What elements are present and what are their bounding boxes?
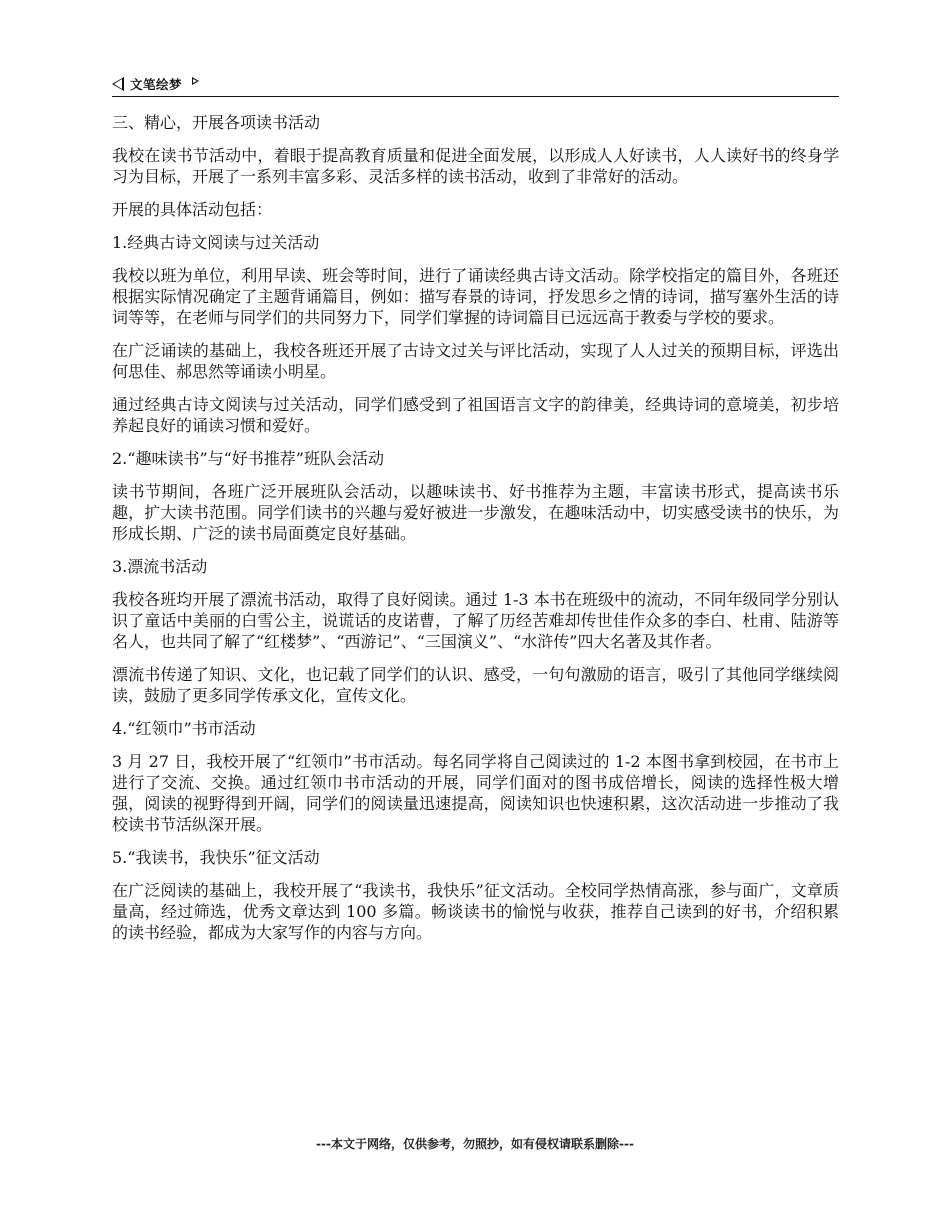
triangle-left-icon (112, 77, 124, 91)
paragraph: 3 月 27 日，我校开展了“红领巾”书市活动。每名同学将自己阅读过的 1-2 本图书拿到校园，在书市上进行了交流、交换。通过红领巾书市活动的开展，同学们面对的图书成倍增长，阅读的选择性极大增强，阅读的视野得到开阔，同学们的阅读量迅速提高，阅读知识也快速积累，这次活动进一步推动了我校读书节活纵深开展。 (112, 752, 839, 834)
subsection-heading: 1.经典古诗文阅读与过关活动 (112, 233, 320, 252)
paragraph: 读书节期间，各班广泛开展班队会活动，以趣味读书、好书推荐为主题，丰富读书形式，提高读书乐趣，扩大读书范围。同学们读书的兴趣与爱好被进一步激发，在趣味活动中，切实感受读书的快乐，为形成长期、广泛的读书局面奠定良好基础。 (112, 482, 839, 543)
paragraph: 开展的具体活动包括： (112, 200, 273, 219)
paragraph: 在广泛阅读的基础上，我校开展了“我读书，我快乐”征文活动。全校同学热情高涨，参与面广，文章质量高，经过筛选，优秀文章达到 100 多篇。畅谈读书的愉悦与收获，推荐自己读到的好书，介绍积累的读书经验，都成为大家写作的内容与方向。 (112, 881, 839, 942)
header-brand: 文笔绘梦 (130, 77, 183, 92)
page-header (112, 72, 839, 97)
paragraph: 我校各班均开展了漂流书活动，取得了良好阅读。通过 1-3 本书在班级中的流动，不同年级同学分别认识了童话中美丽的白雪公主，说谎话的皮诺曹，了解了历经苦难却传世佳作众多的李白、杜甫、陆游等名人，也共同了解了“红楼梦”、“西游记”、“三国演义”、“水浒传”四大名著及其作者。 (112, 590, 839, 651)
subsection-heading: 4.“红领巾”书市活动 (112, 719, 256, 738)
paragraph: 漂流书传递了知识、文化，也记载了同学们的认识、感受，一句句激励的语言，吸引了其他同学继续阅读，鼓励了更多同学传承文化，宣传文化。 (112, 665, 839, 705)
page-footer: ---本文于网络，仅供参考，勿照抄，如有侵权请联系删除--- (316, 1137, 634, 1151)
subsection-heading: 5.“我读书，我快乐”征文活动 (112, 848, 320, 867)
paragraph: 通过经典古诗文阅读与过关活动，同学们感受到了祖国语言文字的韵律美，经典诗词的意境美，初步培养起良好的诵读习惯和爱好。 (112, 395, 839, 435)
triangle-right-icon (192, 77, 199, 85)
paragraph: 我校以班为单位，利用早读、班会等时间，进行了诵读经典古诗文活动。除学校指定的篇目外，各班还根据实际情况确定了主题背诵篇目，例如：描写春景的诗词，抒发思乡之情的诗词，描写塞外生活的诗词等等，在老师与同学们的共同努力下，同学们掌握的诗词篇目已远远高于教委与学校的要求。 (112, 266, 839, 327)
document-body (112, 112, 839, 955)
subsection-heading: 3.漂流书活动 (112, 557, 208, 576)
subsection-heading: 2.“趣味读书”与“好书推荐”班队会活动 (112, 449, 384, 468)
paragraph: 我校在读书节活动中，着眼于提高教育质量和促进全面发展，以形成人人好读书，人人读好书的终身学习为目标，开展了一系列丰富多彩、灵活多样的读书活动，收到了非常好的活动。 (112, 146, 839, 186)
paragraph: 在广泛诵读的基础上，我校各班还开展了古诗文过关与评比活动，实现了人人过关的预期目标，评选出何思佳、郝思然等诵读小明星。 (112, 341, 839, 381)
section-heading: 三、精心，开展各项读书活动 (112, 113, 321, 132)
